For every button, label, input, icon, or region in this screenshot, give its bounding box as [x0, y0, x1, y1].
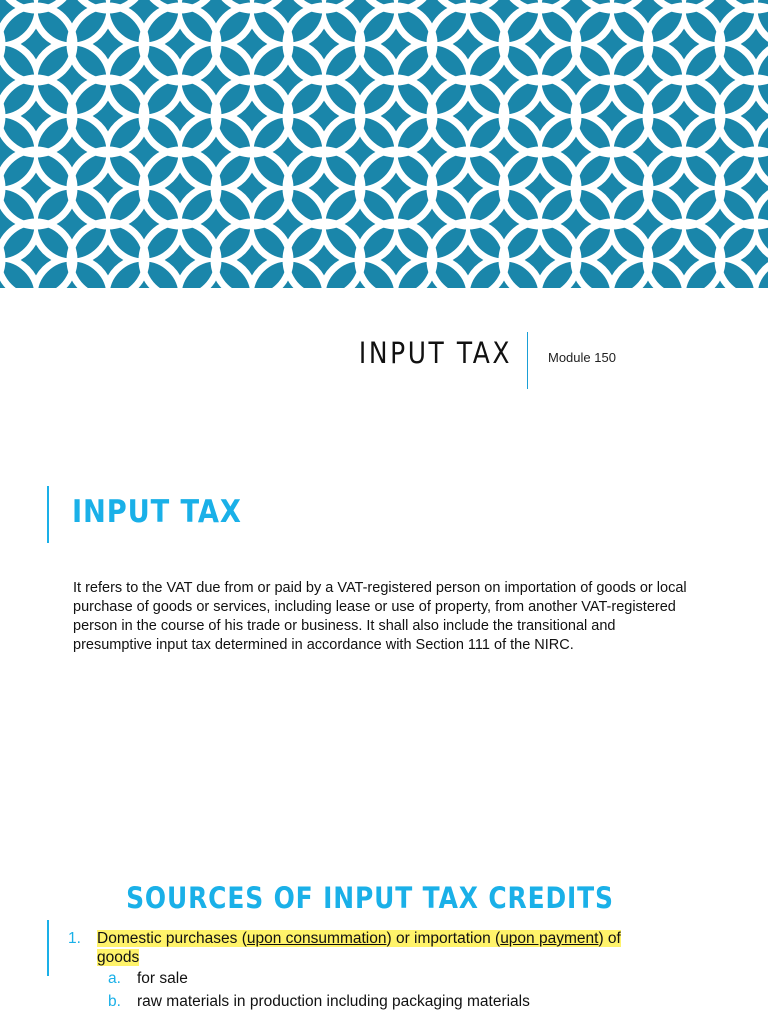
item-text: ) or importation ( — [386, 930, 501, 947]
accent-bar — [47, 920, 49, 976]
item-text: Domestic purchases ( — [97, 930, 247, 947]
underlined-text: upon consummation — [246, 930, 387, 947]
sub-list-marker: b. — [108, 993, 121, 1010]
highlighted-text — [97, 930, 621, 966]
item-text: ) of goods — [97, 930, 621, 966]
sub-list-item — [108, 969, 188, 988]
sub-list-text: for sale — [137, 970, 188, 987]
sub-list-marker: a. — [108, 970, 121, 987]
module-label: Module 150 — [548, 350, 616, 365]
geometric-ring-pattern — [0, 0, 768, 288]
list-item — [97, 929, 667, 967]
definition-paragraph: It refers to the VAT due from or paid by a VAT-registered person on importation of goods or local purchase of goods or services, including lease or use of property, from another VAT-registered person in the course of his trade or business. It shall also include the transitional and presumptive input tax determined in accordance with Section 111 of the NIRC. — [73, 580, 687, 653]
title-slide — [0, 0, 768, 432]
sources-slide — [0, 864, 768, 1024]
accent-bar — [47, 486, 49, 543]
list-number: 1. — [68, 930, 81, 947]
definition-slide — [0, 432, 768, 864]
slide-heading: SOURCES OF INPUT TAX CREDITS — [126, 881, 614, 915]
underlined-text: upon payment — [500, 930, 599, 947]
divider-line — [527, 332, 528, 389]
slide-title: INPUT TAX — [358, 336, 512, 370]
slide-heading: INPUT TAX — [72, 494, 242, 530]
sub-list-item — [108, 992, 558, 1011]
sub-list-text: raw materials in production including packaging materials — [137, 993, 530, 1010]
